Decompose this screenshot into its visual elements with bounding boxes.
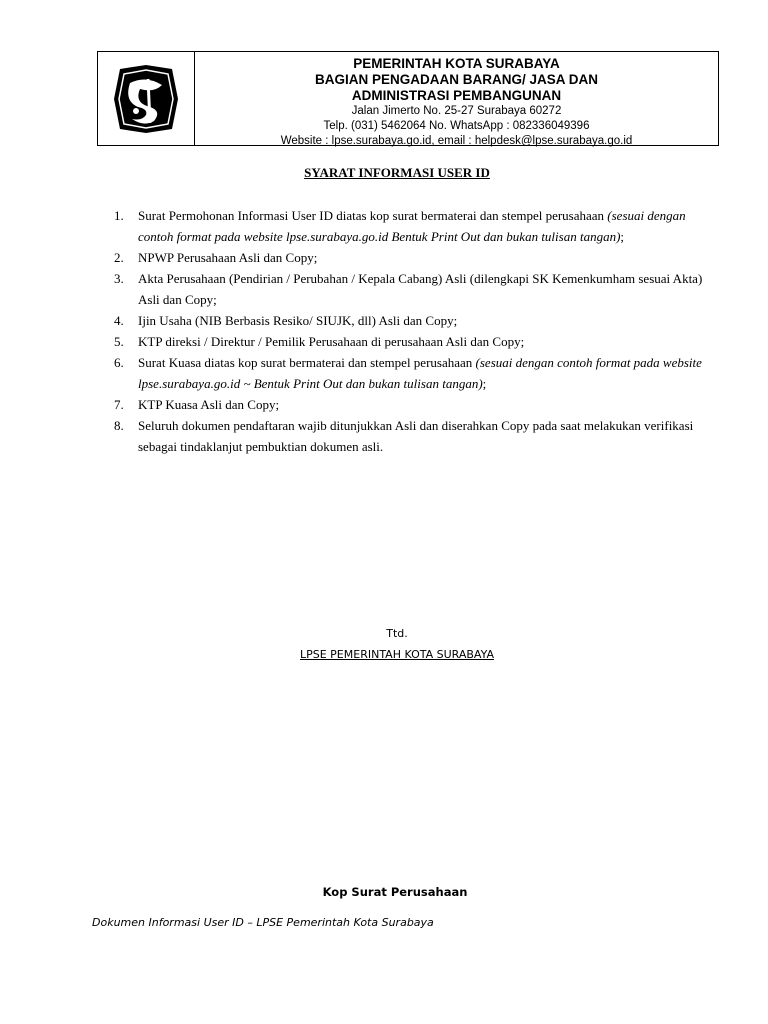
signature-signer: LPSE PEMERINTAH KOTA SURABAYA — [299, 648, 494, 661]
letterhead-line-1: PEMERINTAH KOTA SURABAYA — [353, 56, 560, 71]
list-item-number: 6. — [114, 355, 124, 370]
list-item-number: 8. — [114, 418, 124, 433]
list-item-text: NPWP Perusahaan Asli dan Copy; — [138, 250, 318, 265]
letterhead-website: Website : lpse.surabaya.go.id, email : helpdesk@lpse.surabaya.go.id — [280, 135, 633, 147]
list-item-note: (sesuai dengan contoh format pada website lpse.surabaya.go.id ~ Bentuk Print Out dan bukan tulisan tangan) — [138, 355, 702, 391]
list-item — [114, 331, 714, 352]
list-item-text: Seluruh dokumen pendaftaran wajib ditunjukkan Asli dan diserahkan Copy pada saat melakukan verifikasi sebagai tindaklanjut pembuktian dokumen asli. — [138, 418, 694, 454]
list-item — [114, 394, 714, 415]
list-item-text: Surat Kuasa diatas kop surat bermaterai dan stempel perusahaan — [138, 355, 476, 370]
document-footer: Dokumen Informasi User ID – LPSE Pemerintah Kota Surabaya — [92, 916, 434, 929]
list-item-number: 4. — [114, 313, 124, 328]
letterhead-line-2: BAGIAN PENGADAAN BARANG/ JASA DAN — [314, 72, 598, 87]
list-item — [114, 352, 714, 394]
list-item-number: 7. — [114, 397, 124, 412]
list-item-text: KTP direksi / Direktur / Pemilik Perusahaan di perusahaan Asli dan Copy; — [138, 334, 525, 349]
list-item-number: 5. — [114, 334, 124, 349]
list-item-text: Akta Perusahaan (Pendirian / Perubahan / Kepala Cabang) Asli (dilengkapi SK Kemenkumham sesuai Akta) Asli dan Copy; — [138, 271, 703, 307]
list-item-text: Ijin Usaha (NIB Berbasis Resiko/ SIUJK, dll) Asli dan Copy; — [138, 313, 458, 328]
list-item-tail: ; — [620, 229, 625, 244]
list-item — [114, 247, 714, 268]
list-item — [114, 268, 714, 310]
letterhead-line-3: ADMINISTRASI PEMBANGUNAN — [351, 88, 562, 103]
letterhead-phone: Telp. (031) 5462064 No. WhatsApp : 082336049396 — [323, 120, 590, 132]
signature-ttd: Ttd. — [386, 627, 408, 640]
list-item-number: 1. — [114, 208, 124, 223]
list-item — [114, 205, 714, 247]
list-item-tail: ; — [482, 376, 487, 391]
company-letterhead-label: Kop Surat Perusahaan — [322, 885, 468, 899]
list-item-text: KTP Kuasa Asli dan Copy; — [138, 397, 280, 412]
list-item-number: 3. — [114, 271, 124, 286]
letterhead — [97, 51, 719, 146]
list-item-note: (sesuai dengan contoh format pada website lpse.surabaya.go.id Bentuk Print Out dan bukan tulisan tangan) — [138, 208, 686, 244]
document-title: SYARAT INFORMASI USER ID — [304, 165, 490, 180]
list-item — [114, 415, 714, 457]
requirements-list — [114, 205, 714, 457]
list-item — [114, 310, 714, 331]
letterhead-address: Jalan Jimerto No. 25-27 Surabaya 60272 — [351, 105, 562, 117]
list-item-text: Surat Permohonan Informasi User ID diatas kop surat bermaterai dan stempel perusahaan — [138, 208, 608, 223]
list-item-number: 2. — [114, 250, 124, 265]
letterhead-text — [195, 52, 718, 145]
surabaya-emblem-icon — [98, 52, 195, 145]
